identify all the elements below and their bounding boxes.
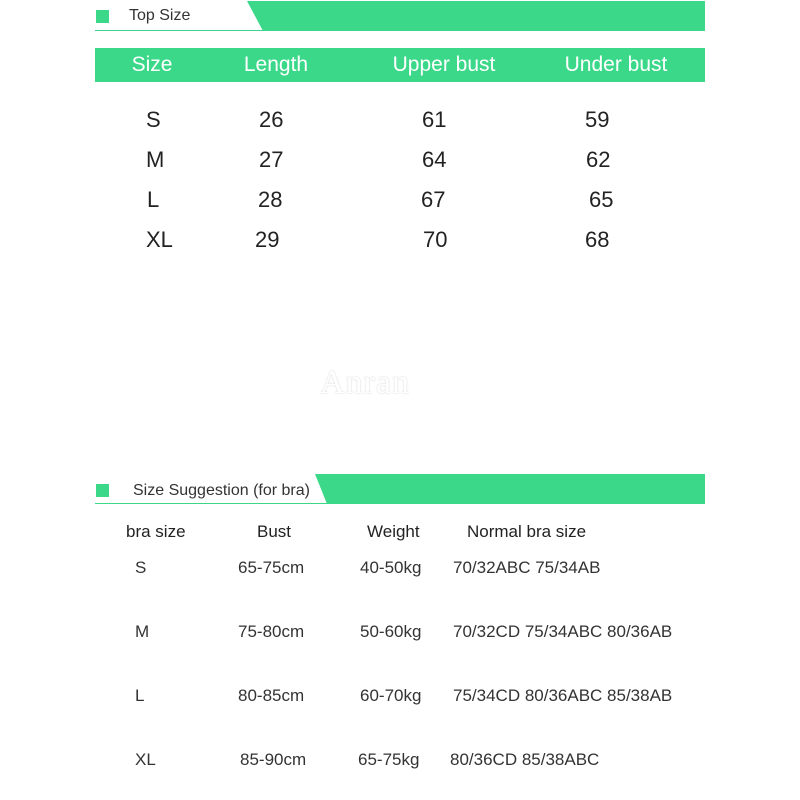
section-title: Size Suggestion (for bra) (133, 482, 310, 499)
under-bust-cell: 65 (589, 187, 614, 212)
size-cell: XL (146, 227, 173, 252)
weight-cell: 65-75kg (358, 750, 420, 769)
bust-cell: 65-75cm (238, 558, 305, 577)
top-size-table-header (95, 48, 705, 82)
length-cell: 29 (255, 227, 280, 252)
column-header-normal-bra-size: Normal bra size (467, 522, 587, 541)
column-header-weight: Weight (367, 522, 420, 541)
bra-size-cell: M (135, 622, 150, 641)
normal-bra-size-cell: 70/32ABC 75/34AB (453, 558, 601, 577)
bra-size-cell: S (135, 558, 147, 577)
upper-bust-cell: 64 (422, 147, 447, 172)
upper-bust-cell: 61 (422, 107, 447, 132)
weight-cell: 60-70kg (360, 686, 422, 705)
upper-bust-cell: 67 (421, 187, 446, 212)
column-header-bust: Bust (257, 522, 292, 541)
watermark-text: Anran (320, 364, 410, 401)
weight-cell: 40-50kg (360, 558, 422, 577)
upper-bust-cell: 70 (423, 227, 448, 252)
bust-cell: 80-85cm (238, 686, 305, 705)
size-cell: L (147, 187, 160, 212)
top-size-section-header (95, 1, 705, 31)
size-cell: S (146, 107, 161, 132)
length-cell: 28 (258, 187, 283, 212)
normal-bra-size-cell: 70/32CD 75/34ABC 80/36AB (453, 622, 673, 641)
bust-cell: 85-90cm (240, 750, 307, 769)
under-bust-cell: 59 (585, 107, 610, 132)
under-bust-cell: 68 (585, 227, 610, 252)
under-bust-cell: 62 (586, 147, 611, 172)
length-cell: 26 (259, 107, 284, 132)
section-title: Top Size (129, 7, 191, 24)
column-header-length: Length (243, 53, 309, 76)
normal-bra-size-cell: 80/36CD 85/38ABC (450, 750, 600, 769)
section-square-icon (96, 484, 109, 497)
weight-cell: 50-60kg (360, 622, 422, 641)
bust-cell: 75-80cm (238, 622, 305, 641)
bra-size-cell: XL (135, 750, 156, 769)
section-square-icon (96, 10, 109, 23)
column-header-upper-bust: Upper bust (392, 53, 496, 76)
column-header-bra-size: bra size (126, 522, 186, 541)
normal-bra-size-cell: 75/34CD 80/36ABC 85/38AB (453, 686, 673, 705)
column-header-under-bust: Under bust (564, 53, 668, 76)
size-cell: M (146, 147, 165, 172)
bra-size-cell: L (135, 686, 145, 705)
length-cell: 27 (259, 147, 284, 172)
bra-suggestion-section-header (95, 474, 705, 504)
column-header-size: Size (131, 53, 173, 76)
